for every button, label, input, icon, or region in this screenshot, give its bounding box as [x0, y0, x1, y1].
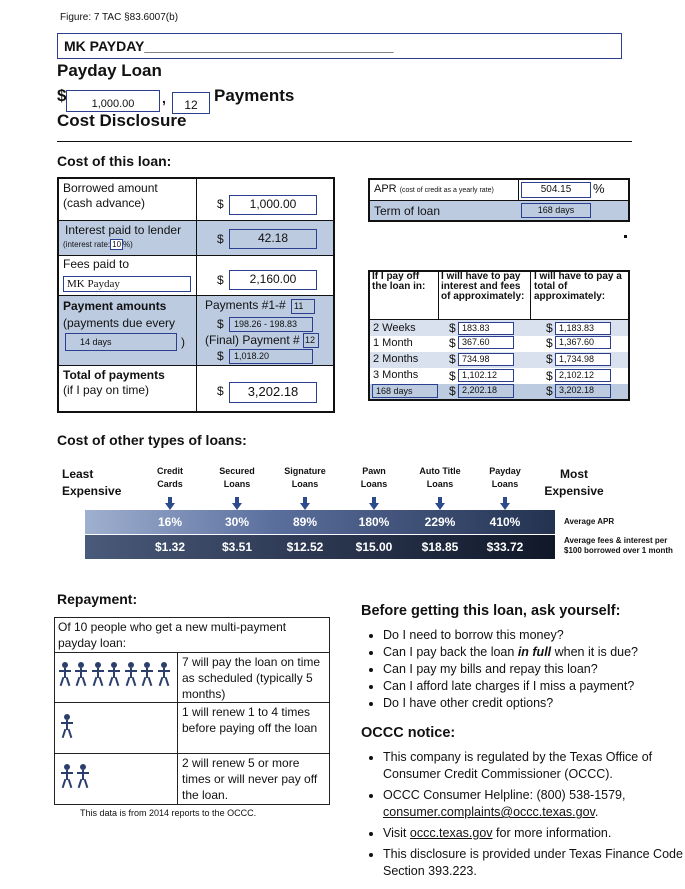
payoff-fees-field[interactable]: 367.60	[458, 336, 514, 349]
person-icon	[125, 662, 137, 686]
payoff-period: 3 Months	[373, 369, 419, 381]
people-icons-7	[59, 662, 175, 691]
apr-col-line	[518, 180, 519, 200]
people-icons-2	[61, 764, 89, 793]
amount-comma: ,	[162, 90, 166, 106]
dollar-sign: $	[546, 384, 553, 398]
final-payment-label: (Final) Payment #	[205, 333, 300, 347]
payment-frequency-field[interactable]: 14 days	[65, 333, 177, 351]
dollar-sign: $	[217, 273, 224, 287]
apr-label-cell	[374, 183, 494, 195]
total-label-cell	[63, 368, 165, 398]
person-icon	[92, 662, 104, 686]
payments-count-field[interactable]: 12	[172, 92, 210, 114]
occc-website-link[interactable]: occc.texas.gov	[409, 826, 493, 840]
repayment-source: This data is from 2014 reports to the OCCC.	[80, 808, 257, 818]
term-label: Term of loan	[374, 204, 441, 218]
total-label: Total of payments	[63, 368, 165, 382]
repayment-heading: Repayment:	[57, 591, 138, 607]
occc-helpline: OCCC Consumer Helpline: (800) 538-1579,	[383, 788, 626, 802]
repayment-table	[54, 617, 330, 805]
fee-value: $3.51	[221, 540, 253, 554]
interest-value-field[interactable]: 42.18	[229, 229, 317, 249]
payoff-fees-field[interactable]: 1,102.12	[458, 369, 514, 382]
dollar-sign: $	[546, 321, 553, 335]
occc-item	[383, 825, 683, 842]
dollar-sign: $	[449, 321, 456, 335]
apr-value: 16%	[157, 515, 183, 529]
dollar-sign: $	[217, 317, 224, 331]
person-icon	[158, 662, 170, 686]
payoff-period-field[interactable]: 168 days	[372, 384, 438, 398]
borrowed-label-cell	[63, 181, 158, 211]
occc-item: • This company is regulated by the Texas Office of Consumer Credit Commissioner (OCCC).	[383, 749, 683, 783]
payoff-total-field[interactable]: 1,367.60	[555, 336, 611, 349]
apr-gradient-bar	[85, 510, 555, 534]
interest-rate-suffix: %)	[123, 240, 133, 249]
page-title: Payday Loan	[57, 61, 162, 80]
final-payment-value-field[interactable]: 1,018.20	[229, 349, 313, 364]
fees-gradient-bar	[85, 535, 555, 559]
interest-label: Interest paid to lender	[65, 223, 182, 237]
loan-type-label: Payday Loans	[489, 466, 521, 489]
fee-value: $15.00	[355, 540, 393, 554]
dollar-sign: $	[449, 336, 456, 350]
payment-label: Payment amounts	[63, 299, 167, 313]
payoff-period: 1 Month	[373, 337, 413, 349]
payoff-col3-head: I will have to pay a total of approximately:	[534, 271, 622, 302]
person-icon	[59, 662, 71, 686]
ask-q2-emphasis: in full	[517, 645, 552, 659]
cost-row-line	[59, 255, 333, 256]
repayment-intro: Of 10 people who get a new multi-payment payday loan:	[58, 620, 287, 650]
person-icon	[108, 662, 120, 686]
payoff-table	[368, 270, 630, 401]
dollar-sign: $	[217, 384, 224, 398]
most-expensive-label: Most Expensive	[544, 467, 604, 498]
payoff-period: 2 Months	[373, 353, 419, 365]
person-icon	[61, 714, 73, 738]
payoff-total-field[interactable]: 1,183.83	[555, 322, 611, 335]
payoff-fees-field[interactable]: 734.98	[458, 353, 514, 366]
occc-email-link[interactable]: consumer.complaints@occc.texas.gov	[383, 805, 595, 819]
payments-range-value-field[interactable]: 198.26 - 198.83	[229, 317, 313, 332]
least-expensive-label: Least Expensive	[62, 467, 122, 498]
apr-value: 89%	[292, 515, 318, 529]
down-arrow-icon	[500, 503, 510, 510]
payments-range-num-field[interactable]: 11	[291, 299, 315, 314]
ask-item: • Can I pay my bills and repay this loan?	[383, 661, 638, 678]
apr-label: APR	[374, 183, 397, 195]
dollar-sign: $	[546, 369, 553, 383]
payoff-period: 2 Weeks	[373, 322, 416, 334]
borrowed-label: Borrowed amount	[63, 181, 158, 195]
fee-value: $33.72	[486, 540, 524, 554]
loan-type-label: Secured Loans	[219, 466, 255, 489]
cost-heading: Cost of this loan:	[57, 153, 172, 169]
ask-item: • Can I afford late charges if I miss a payment?	[383, 678, 638, 695]
dollar-sign: $	[546, 352, 553, 366]
occc-list	[363, 749, 683, 880]
down-arrow-icon	[369, 503, 379, 510]
payments-range-label: Payments #1-#	[205, 298, 286, 312]
stray-dot	[624, 235, 627, 238]
person-icon	[61, 764, 73, 788]
header-divider	[57, 141, 632, 142]
fees-to-field[interactable]: MK Payday	[63, 276, 191, 292]
person-icon	[141, 662, 153, 686]
loan-type-label: Pawn Loans	[360, 466, 388, 489]
down-arrow-icon	[435, 503, 445, 510]
payments-word: Payments	[214, 86, 295, 105]
dollar-sign: $	[449, 369, 456, 383]
total-value-field[interactable]: 3,202.18	[229, 382, 317, 403]
ask-q2-pre: Can I pay back the loan	[383, 645, 518, 659]
repayment-row-text: 2 will renew 5 or more times or will never pay off the loan.	[182, 756, 318, 802]
fee-value: $12.52	[286, 540, 324, 554]
dollar-sign: $	[217, 197, 224, 211]
occc-visit-pre: Visit	[383, 826, 410, 840]
person-icon	[75, 662, 87, 686]
apr-value: 410%	[489, 515, 521, 529]
people-icons-1	[61, 714, 73, 743]
interest-rate-prefix: (interest rate:	[63, 240, 111, 249]
payment-sub: (payments due every	[63, 316, 176, 330]
apr-value: 30%	[224, 515, 250, 529]
person-icon	[77, 764, 89, 788]
apr-value-field[interactable]: 504.15	[521, 182, 591, 198]
apr-note: (cost of credit as a yearly rate)	[399, 187, 494, 194]
repayment-row-text: 7 will pay the loan on time as scheduled (typically 5 months)	[182, 655, 321, 701]
payoff-total-field[interactable]: 1,734.98	[555, 353, 611, 366]
total-sub: (if I pay on time)	[63, 383, 150, 397]
apr-percent: %	[593, 181, 605, 196]
payoff-fees-field[interactable]: 183.83	[458, 322, 514, 335]
cost-table	[57, 177, 335, 413]
fee-caption: Average fees & interest per $100 borrowed over 1 month	[564, 536, 673, 555]
repayment-row-text: 1 will renew 1 to 4 times before paying off the loan	[182, 705, 318, 735]
occc-heading: OCCC notice:	[361, 725, 456, 741]
loan-type-label: Auto Title Loans	[419, 466, 461, 489]
amount-dollar: $	[57, 86, 67, 105]
rep-col-line	[177, 652, 178, 804]
fee-value: $1.32	[154, 540, 186, 554]
interest-rate-field[interactable]: 10	[112, 240, 122, 249]
lender-name-field[interactable]: MK PAYDAY________________________________	[57, 33, 622, 59]
payment-paren: )	[181, 335, 185, 349]
apr-value: 229%	[424, 515, 456, 529]
ask-heading: Before getting this loan, ask yourself:	[361, 603, 621, 619]
figure-label: Figure: 7 TAC §83.6007(b)	[60, 12, 179, 23]
occc-email-end: .	[594, 805, 599, 819]
payoff-col1-head: If I pay off the loan in:	[372, 271, 426, 292]
occc-item	[383, 787, 683, 821]
payoff-fees-field[interactable]: 2,202.18	[458, 384, 514, 398]
cost-row-line	[59, 365, 333, 366]
ask-item	[383, 644, 638, 661]
loan-type-label: Signature Loans	[284, 466, 326, 489]
fees-label: Fees paid to	[63, 257, 130, 271]
dollar-sign: $	[217, 349, 224, 363]
ask-list	[363, 627, 638, 712]
term-value-field[interactable]: 168 days	[521, 203, 591, 218]
borrowed-sub: (cash advance)	[63, 196, 146, 210]
rep-line	[55, 652, 329, 653]
ask-item: • Do I need to borrow this money?	[383, 627, 638, 644]
interest-rate-line	[63, 240, 133, 249]
loan-amount-field[interactable]: 1,000.00	[66, 90, 160, 112]
down-arrow-icon	[165, 503, 175, 510]
apr-box	[368, 178, 630, 222]
rep-line	[55, 702, 329, 703]
dollar-sign: $	[217, 232, 224, 246]
apr-value: 180%	[358, 515, 390, 529]
occc-item: • This disclosure is provided under Texas Finance Code Section 393.223.	[383, 846, 683, 880]
loan-type-label: Credit Cards	[156, 466, 183, 489]
payoff-col2-head: I will have to pay interest and fees of approximately:	[441, 271, 525, 302]
ask-item: • Do I have other credit options?	[383, 695, 638, 712]
borrowed-value-field[interactable]: 1,000.00	[229, 195, 317, 215]
payoff-total-field[interactable]: 3,202.18	[555, 384, 611, 398]
fee-value: $18.85	[421, 540, 459, 554]
page-subtitle: Cost Disclosure	[57, 111, 187, 130]
final-payment-num-field[interactable]: 12	[303, 333, 319, 348]
apr-caption: Average APR	[564, 517, 615, 526]
occc-visit-post: for more information.	[492, 826, 612, 840]
dollar-sign: $	[449, 352, 456, 366]
other-loans-heading: Cost of other types of loans:	[57, 432, 247, 448]
payoff-total-field[interactable]: 2,102.12	[555, 369, 611, 382]
rep-line	[55, 753, 329, 754]
ask-q2-post: when it is due?	[551, 645, 638, 659]
down-arrow-icon	[300, 503, 310, 510]
dollar-sign: $	[546, 336, 553, 350]
down-arrow-icon	[232, 503, 242, 510]
fees-value-field[interactable]: 2,160.00	[229, 270, 317, 290]
dollar-sign: $	[449, 384, 456, 398]
